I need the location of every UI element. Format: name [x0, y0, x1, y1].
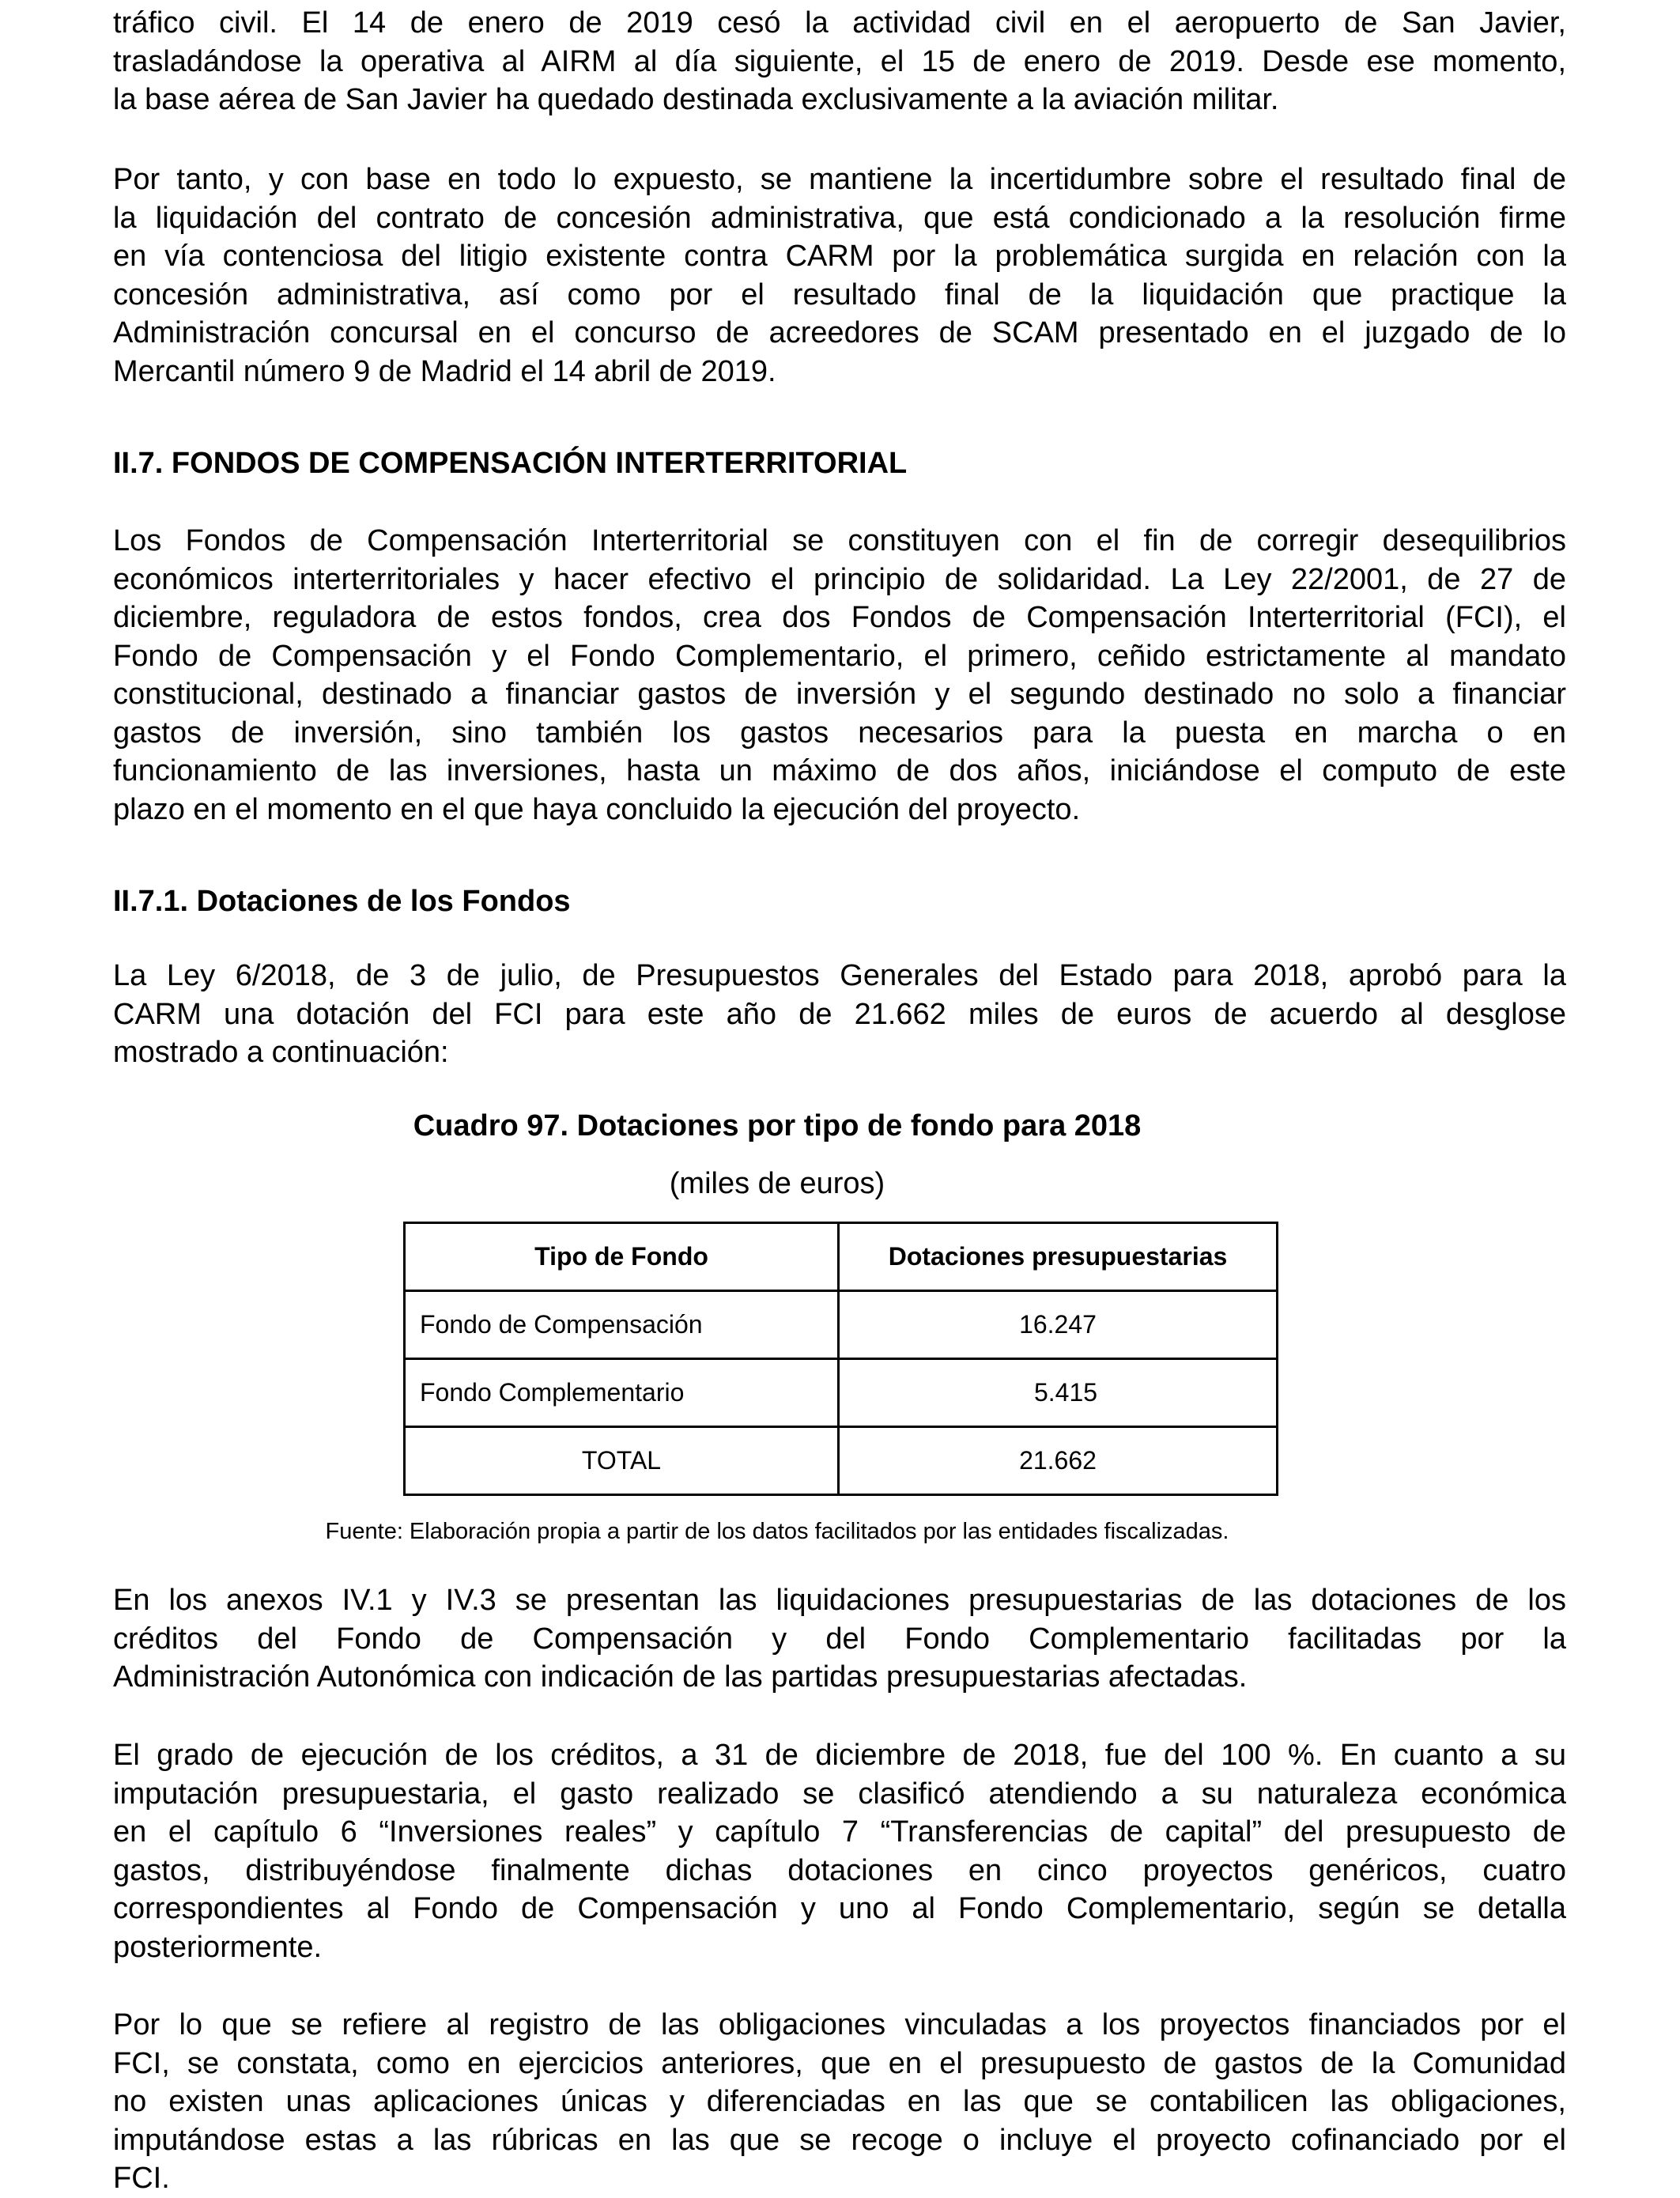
- paragraph-budget-law: [113, 957, 1566, 1072]
- paragraph-obligations-registry: [113, 2006, 1566, 2198]
- table-total-row: [405, 1427, 1278, 1495]
- paragraph-line: constitucional, destinado a financiar gastos de inversión y el segundo destinado no solo a financiar: [113, 678, 1566, 711]
- paragraph-line: la base aérea de San Javier ha quedado destinada exclusivamente a la aviación militar.: [113, 83, 1279, 116]
- funds-table: [403, 1222, 1278, 1496]
- paragraph-line: Los Fondos de Compensación Interterritorial se constituyen con el fin de corregir desequilibrios: [113, 524, 1566, 557]
- paragraph-line: FCI, se constata, como en ejercicios anteriores, que en el presupuesto de gastos de la Comunidad: [113, 2046, 1566, 2080]
- section-heading: II.7. FONDOS DE COMPENSACIÓN INTERTERRITORIAL: [113, 447, 908, 480]
- table-header-row: [405, 1223, 1278, 1291]
- table-header-cell: Dotaciones presupuestarias: [839, 1223, 1278, 1291]
- paragraph-line: CARM una dotación del FCI para este año de 21.662 miles de euros de acuerdo al desglose: [113, 997, 1566, 1031]
- paragraph-annexes: [113, 1581, 1566, 1697]
- paragraph-line: en el capítulo 6 “Inversiones reales” y capítulo 7 “Transferencias de capital” del presupuesto de: [113, 1815, 1566, 1849]
- table-source-note: Fuente: Elaboración propia a partir de los datos facilitados por las entidades fiscalizadas.: [325, 1519, 1229, 1544]
- paragraph-line: trasladándose la operativa al AIRM al día siguiente, el 15 de enero de 2019. Desde ese momento,: [113, 44, 1566, 78]
- table-title: Cuadro 97. Dotaciones por tipo de fondo para 2018: [413, 1109, 1142, 1142]
- paragraph-line: no existen unas aplicaciones únicas y diferenciadas en las que se contabilicen las obligaciones,: [113, 2085, 1566, 2118]
- paragraph-line: FCI.: [113, 2162, 170, 2195]
- paragraph-line: en vía contenciosa del litigio existente contra CARM por la problemática surgida en relación con la: [113, 240, 1566, 273]
- paragraph-airport-closure: [113, 4, 1566, 119]
- paragraph-line: gastos de inversión, sino también los gastos necesarios para la puesta en marcha o en: [113, 716, 1566, 750]
- paragraph-concession-uncertainty: [113, 161, 1566, 391]
- table-cell-total-label: TOTAL: [405, 1427, 839, 1495]
- table-row: [405, 1291, 1278, 1359]
- paragraph-execution-degree: [113, 1736, 1566, 1966]
- paragraph-line: posteriormente.: [113, 1930, 323, 1964]
- table-cell-total-amount: 21.662: [839, 1427, 1278, 1495]
- paragraph-line: concesión administrativa, así como por el resultado final de la liquidación que practique la: [113, 278, 1566, 312]
- paragraph-line: Fondo de Compensación y el Fondo Complementario, el primero, ceñido estrictamente al mandato: [113, 639, 1566, 673]
- table-cell-amount: 16.247: [839, 1291, 1278, 1359]
- paragraph-line: Por lo que se refiere al registro de las obligaciones vinculadas a los proyectos financiados por el: [113, 2008, 1566, 2041]
- paragraph-line: Mercantil número 9 de Madrid el 14 abril de 2019.: [113, 354, 776, 388]
- table-cell-amount: 5.415: [839, 1359, 1278, 1427]
- table-cell-fund-type: Fondo de Compensación: [405, 1291, 839, 1359]
- paragraph-line: mostrado a continuación:: [113, 1036, 449, 1069]
- paragraph-line: En los anexos IV.1 y IV.3 se presentan las liquidaciones presupuestarias de las dotaciones de los: [113, 1584, 1566, 1617]
- table-header-cell: Tipo de Fondo: [405, 1223, 839, 1291]
- paragraph-line: correspondientes al Fondo de Compensación y uno al Fondo Complementario, según se detalla: [113, 1892, 1566, 1925]
- paragraph-line: plazo en el momento en el que haya concluido la ejecución del proyecto.: [113, 792, 1081, 826]
- table-cell-fund-type: Fondo Complementario: [405, 1359, 839, 1427]
- paragraph-line: imputación presupuestaria, el gasto realizado se clasificó atendiendo a su naturaleza económica: [113, 1777, 1566, 1811]
- paragraph-line: El grado de ejecución de los créditos, a 31 de diciembre de 2018, fue del 100 %. En cuanto a su: [113, 1739, 1566, 1772]
- subsection-heading: II.7.1. Dotaciones de los Fondos: [113, 885, 571, 918]
- paragraph-line: imputándose estas a las rúbricas en las que se recoge o incluye el proyecto cofinanciado por el: [113, 2123, 1566, 2157]
- paragraph-line: diciembre, reguladora de estos fondos, crea dos Fondos de Compensación Interterritorial (FCI), el: [113, 601, 1566, 634]
- paragraph-line: créditos del Fondo de Compensación y del Fondo Complementario facilitadas por la: [113, 1622, 1566, 1656]
- table-row: [405, 1359, 1278, 1427]
- paragraph-line: Administración concursal en el concurso de acreedores de SCAM presentado en el juzgado de lo: [113, 316, 1566, 349]
- paragraph-line: Administración Autonómica con indicación de las partidas presupuestarias afectadas.: [113, 1660, 1248, 1694]
- paragraph-line: la liquidación del contrato de concesión administrativa, que está condicionado a la resolución firme: [113, 201, 1566, 235]
- table-subtitle: (miles de euros): [669, 1167, 885, 1200]
- paragraph-line: funcionamiento de las inversiones, hasta un máximo de dos años, iniciándose el computo de este: [113, 754, 1566, 787]
- paragraph-fci-description: [113, 522, 1566, 829]
- paragraph-line: Por tanto, y con base en todo lo expuesto, se mantiene la incertidumbre sobre el resultado final de: [113, 163, 1566, 196]
- paragraph-line: tráfico civil. El 14 de enero de 2019 cesó la actividad civil en el aeropuerto de San Javier,: [113, 6, 1566, 40]
- paragraph-line: La Ley 6/2018, de 3 de julio, de Presupuestos Generales del Estado para 2018, aprobó para la: [113, 959, 1566, 992]
- paragraph-line: gastos, distribuyéndose finalmente dichas dotaciones en cinco proyectos genéricos, cuatro: [113, 1853, 1566, 1887]
- paragraph-line: económicos interterritoriales y hacer efectivo el principio de solidaridad. La Ley 22/2001, de 27 de: [113, 562, 1566, 596]
